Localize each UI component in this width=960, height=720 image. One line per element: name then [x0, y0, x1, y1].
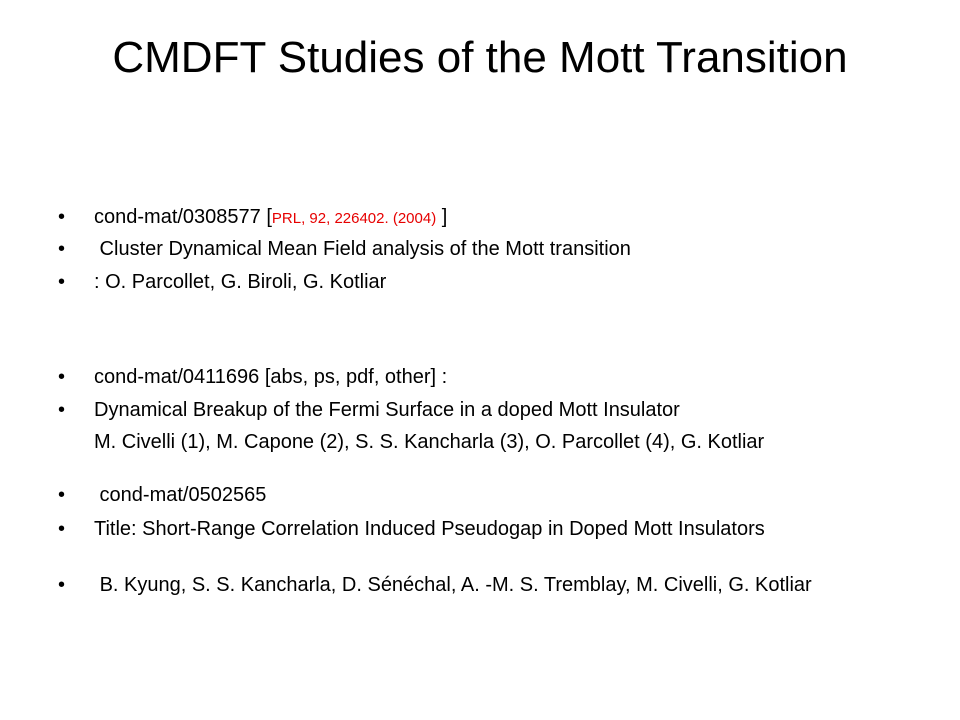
bullet-icon: • [58, 271, 66, 293]
bullet-text: : O. Parcollet, G. Biroli, G. Kotliar [94, 271, 387, 293]
bullet-icon: • [58, 238, 66, 260]
bullet-text: cond-mat/0411696 [abs, ps, pdf, other] : [94, 366, 448, 388]
bullet-text: B. Kyung, S. S. Kancharla, D. Sénéchal, A. -M. S. Tremblay, M. Civelli, G. Kotliar [94, 574, 812, 596]
bullet-item [58, 239, 898, 260]
journal-ref: PRL, 92, 226402. (2004) [271, 210, 437, 227]
bullet-item [58, 367, 898, 388]
bullet-text: Title: Short-Range Correlation Induced Pseudogap in Doped Mott Insulators [94, 518, 765, 540]
bullet-item [58, 400, 898, 421]
bullet-item [58, 519, 898, 540]
slide-title: CMDFT Studies of the Mott Transition [112, 33, 848, 82]
ref-id: cond-mat/0308577 [ [94, 206, 272, 228]
bullet-item [58, 485, 898, 506]
author-line: M. Civelli (1), M. Capone (2), S. S. Kancharla (3), O. Parcollet (4), G. Kotliar [94, 431, 765, 453]
bullet-text: Cluster Dynamical Mean Field analysis of the Mott transition [94, 238, 631, 260]
bullet-text [94, 207, 898, 229]
bullet-icon: • [58, 484, 66, 506]
bullet-icon: • [58, 518, 66, 540]
bullet-icon: • [58, 399, 66, 421]
bullet-text: cond-mat/0502565 [94, 484, 267, 506]
bullet-item [58, 207, 898, 229]
bullet-icon: • [58, 574, 66, 596]
bullet-text: Dynamical Breakup of the Fermi Surface in a doped Mott Insulator [94, 399, 680, 421]
bullet-item [58, 575, 898, 596]
bullet-item [58, 272, 898, 293]
ref-close: ] [436, 206, 448, 228]
bullet-icon: • [58, 366, 66, 388]
bullet-icon: • [58, 206, 66, 228]
